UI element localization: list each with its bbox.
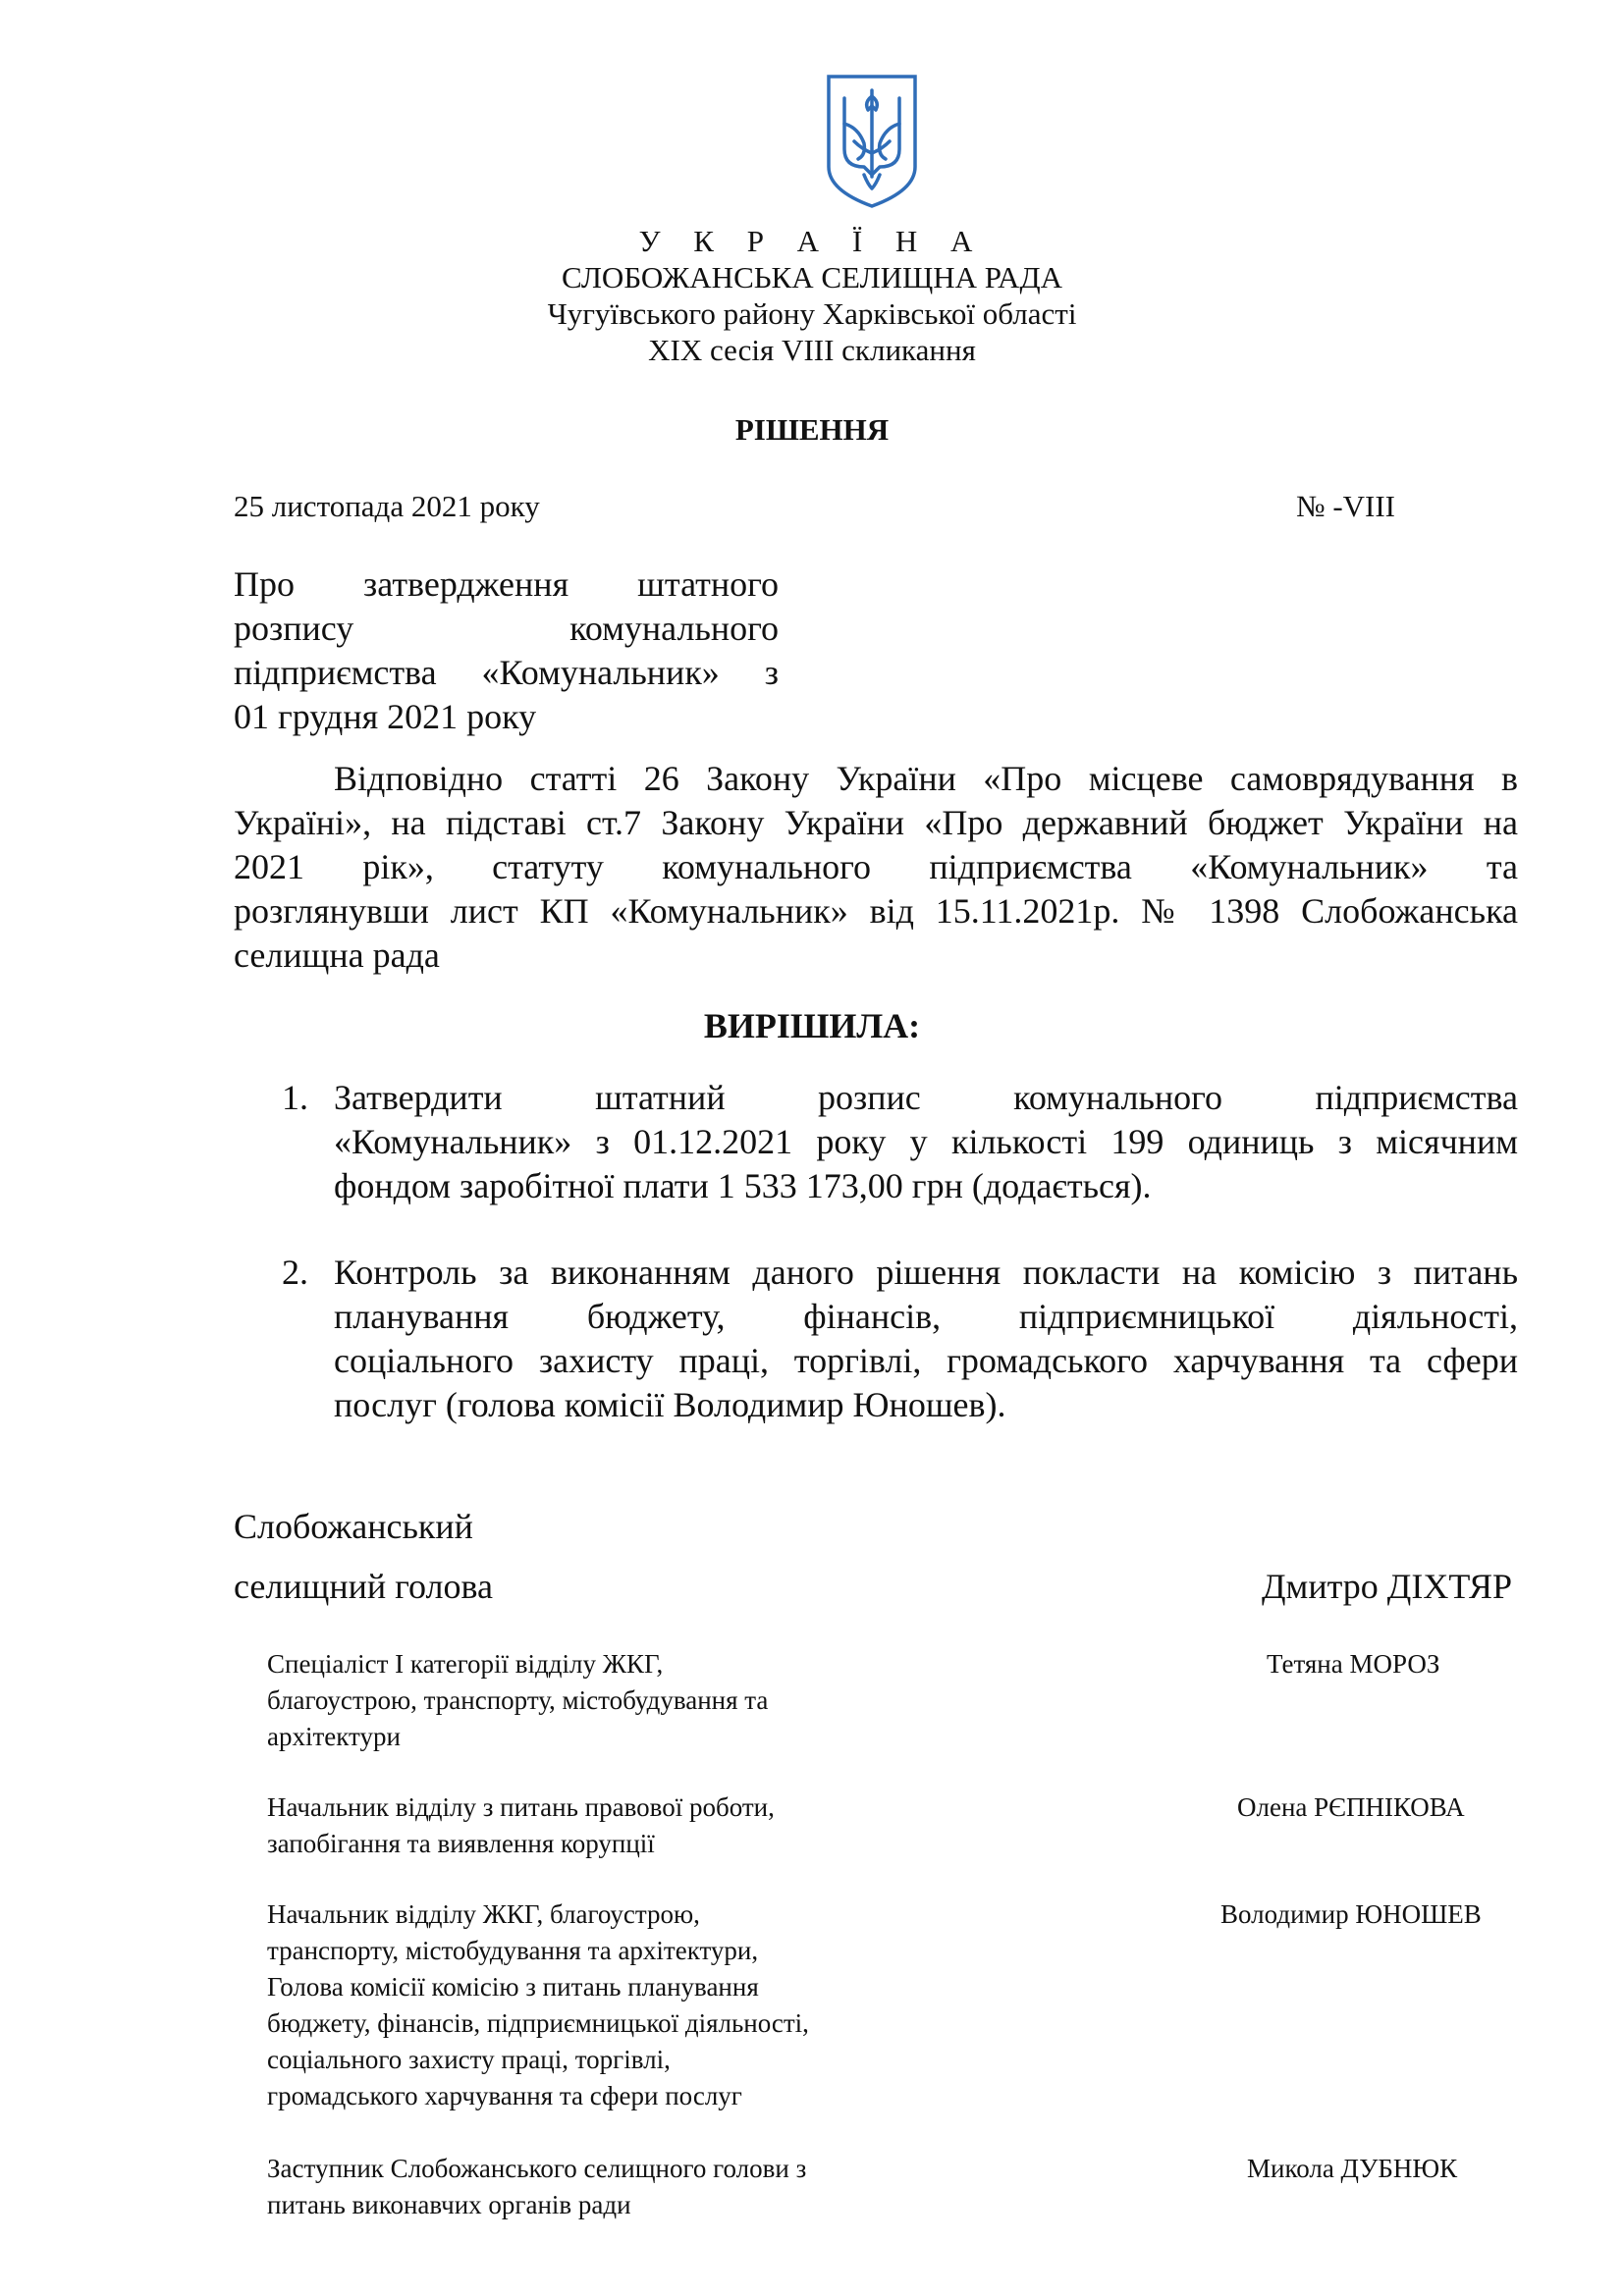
preamble-line: 2021 рік», статуту комунального підприємства «Комунальник» та <box>234 847 1518 886</box>
preamble-line: Відповідно статті 26 Закону України «Про місцеве самоврядування в <box>334 759 1518 798</box>
approval-position-line: Начальник відділу з питань правової роботи, <box>267 1792 775 1822</box>
approval-position-line: запобігання та виявлення корупції <box>267 1829 655 1858</box>
approval-position-line: соціального захисту праці, торгівлі, <box>267 2045 671 2074</box>
decision-heading: ВИРІШИЛА: <box>703 1006 921 1045</box>
subject-line: 01 грудня 2021 року <box>234 697 537 736</box>
item-line: послуг (голова комісії Володимир Юношев). <box>334 1385 1006 1424</box>
approval-name: Володимир ЮНОШЕВ <box>1220 1899 1482 1929</box>
session-name: ХІХ сесія VІІІ скликання <box>648 333 976 367</box>
item-line: Контроль за виконанням даного рішення покласти на комісію з питань <box>334 1253 1518 1292</box>
subject-line: Про затвердження штатного <box>234 564 779 604</box>
item-line: планування бюджету, фінансів, підприємницької діяльності, <box>334 1297 1518 1336</box>
country-title: У К Р А Ї Н А <box>638 224 986 258</box>
approval-name: Тетяна МОРОЗ <box>1267 1649 1440 1679</box>
approval-position-line: Голова комісії комісію з питань планування <box>267 1972 759 2002</box>
item-number: 1. <box>282 1078 308 1117</box>
document-date: 25 листопада 2021 року <box>234 489 540 523</box>
coat-of-arms-icon <box>825 73 919 210</box>
approval-position-line: благоустрою, транспорту, містобудування та <box>267 1685 769 1715</box>
signatory-title: селищний голова <box>234 1567 494 1606</box>
council-name: СЛОБОЖАНСЬКА СЕЛИЩНА РАДА <box>562 260 1062 294</box>
signatory-name: Дмитро ДІХТЯР <box>1262 1567 1512 1606</box>
approval-position-line: Спеціаліст І категорії відділу ЖКГ, <box>267 1649 664 1679</box>
item-line: «Комунальник» з 01.12.2021 року у кількості 199 одиниць з місячним <box>334 1122 1518 1161</box>
approval-position-line: Начальник відділу ЖКГ, благоустрою, <box>267 1899 700 1929</box>
approval-name: Олена РЄПНІКОВА <box>1237 1792 1465 1822</box>
approval-name: Микола ДУБНЮК <box>1247 2154 1458 2183</box>
approval-position-line: громадського харчування та сфери послуг <box>267 2081 742 2110</box>
signatory-title: Слобожанський <box>234 1507 473 1546</box>
preamble-line: селищна рада <box>234 935 440 975</box>
district-name: Чугуївського району Харківської області <box>547 296 1077 331</box>
item-line: соціального захисту праці, торгівлі, громадського харчування та сфери <box>334 1341 1518 1380</box>
approval-position-line: Заступник Слобожанського селищного голови з <box>267 2154 807 2183</box>
item-line: Затвердити штатний розпис комунального підприємства <box>334 1078 1518 1117</box>
subject-line: підприємства «Комунальник» з <box>234 653 779 692</box>
subject-line: розпису комунального <box>234 609 779 648</box>
document-number: № -VІІІ <box>1296 489 1396 523</box>
approval-position-line: питань виконавчих органів ради <box>267 2190 631 2219</box>
preamble-line: Україні», на підставі ст.7 Закону України «Про державний бюджет України на <box>234 803 1518 842</box>
item-line: фондом заробітної плати 1 533 173,00 грн (додається). <box>334 1166 1152 1205</box>
document-type: РІШЕННЯ <box>734 412 890 447</box>
item-number: 2. <box>282 1253 308 1292</box>
approval-position-line: бюджету, фінансів, підприємницької діяльності, <box>267 2008 809 2038</box>
approval-position-line: архітектури <box>267 1722 401 1751</box>
approval-position-line: транспорту, містобудування та архітектури, <box>267 1936 759 1965</box>
preamble-line: розглянувши лист КП «Комунальник» від 15.11.2021р. № 1398 Слобожанська <box>234 891 1518 931</box>
